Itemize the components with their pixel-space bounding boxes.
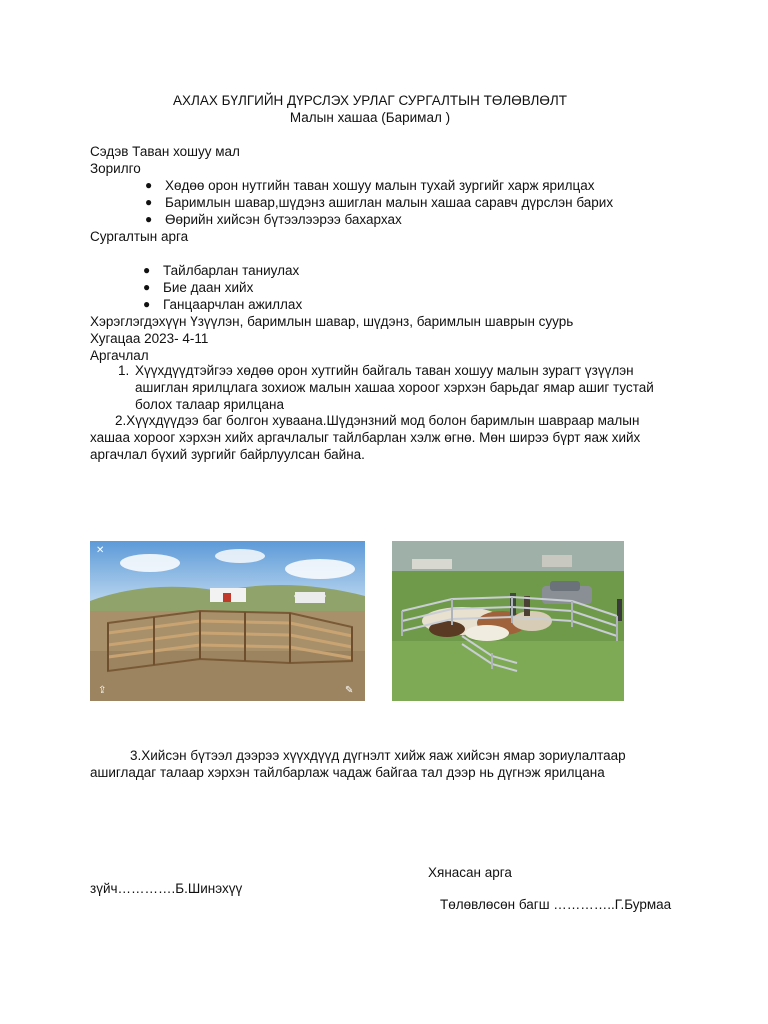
method-label: Сургалтын арга	[90, 229, 189, 244]
review-method: Хянасан арга	[428, 865, 512, 880]
step1-line: болох талаар ярилцана	[135, 397, 284, 412]
step1-number: 1.	[118, 363, 130, 378]
goal-item: ● Өөрийн хийсэн бүтээлээрээ бахархах	[145, 212, 402, 227]
step3-line: 3.Хийсэн бүтээл дээрээ хүүхдүүд дүгнэлт хийж яаж хийсэн ямар зориулалтаар	[130, 748, 626, 763]
goal-item: ● Баримлын шавар,шүдэнз ашиглан малын хашаа саравч дүрслэн барих	[145, 195, 614, 210]
method-item: ● Бие даан хийх	[143, 280, 254, 295]
goal-label: Зорилго	[90, 161, 141, 176]
bullet-icon: ●	[145, 195, 153, 209]
bullet-icon: ●	[143, 280, 151, 294]
svg-text:✕: ✕	[96, 545, 105, 556]
page-subtitle: Малын хашаа (Баримал )	[289, 110, 451, 125]
step3-line: ашигладаг талаар хэрхэн тайлбарлаж чадаж байгаа тал дээр нь дүгнэж ярилцана	[90, 765, 605, 780]
step2-line: аргачлал бүхий зургийг байрлуулсан байна.	[90, 447, 365, 462]
bullet-icon: ●	[145, 212, 153, 226]
bullet-icon: ●	[143, 297, 151, 311]
step2-line: 2.Хүүхдүүдээ баг болгон хуваана.Шүдэнзний мод болон баримлын шавраар малын	[115, 413, 640, 428]
goal-item: ● Хөдөө орон нутгийн таван хошуу малын тухай зургийг харж ярилцах	[145, 178, 595, 193]
step2-line: хашаа хороог хэрхэн хийх аргачлалыг тайлбарлан хэлж өгнө. Мөн ширээ бүрт яаж хийх	[90, 430, 641, 445]
topic: Сэдэв Таван хошуу мал	[90, 144, 240, 159]
svg-text:✎: ✎	[345, 685, 354, 696]
photo-yurt-corral-image	[90, 541, 365, 701]
materials: Хэрэглэгдэхүүн Үзүүлэн, баримлын шавар, шүдэнз, баримлын шаврын суурь	[90, 314, 574, 329]
photo-sheep-pen-image	[392, 541, 624, 701]
reviewer-signature-line: зүйч………….Б.Шинэхүү	[90, 881, 243, 896]
procedure-label: Аргачлал	[90, 348, 149, 363]
bullet-icon: ●	[143, 263, 151, 277]
method-item: ● Тайлбарлан таниулах	[143, 263, 300, 278]
step1-line: Хүүхдүүдтэйгээ хөдөө орон хутгийн байгаль таван хошуу малын зурагт үзүүлэн	[135, 363, 634, 378]
photo-yurt-corral	[90, 541, 365, 701]
step1-line: ашиглан ярилцлага зохиож малын хашаа хороог хэрхэн барьдаг ямар ашиг тустай	[135, 380, 654, 395]
photo-sheep-pen	[392, 541, 624, 701]
planner-signature-line: Төлөвлөсөн багш …………..Г.Бурмаа	[440, 897, 672, 912]
svg-text:⇪: ⇪	[98, 685, 107, 696]
date: Хугацаа 2023- 4-11	[90, 331, 209, 346]
method-item: ● Ганцаарчлан ажиллах	[143, 297, 303, 312]
bullet-icon: ●	[145, 178, 153, 192]
page-title: АХЛАХ БҮЛГИЙН ДҮРСЛЭХ УРЛАГ СУРГАЛТЫН ТӨЛӨВЛӨЛТ	[172, 93, 568, 108]
